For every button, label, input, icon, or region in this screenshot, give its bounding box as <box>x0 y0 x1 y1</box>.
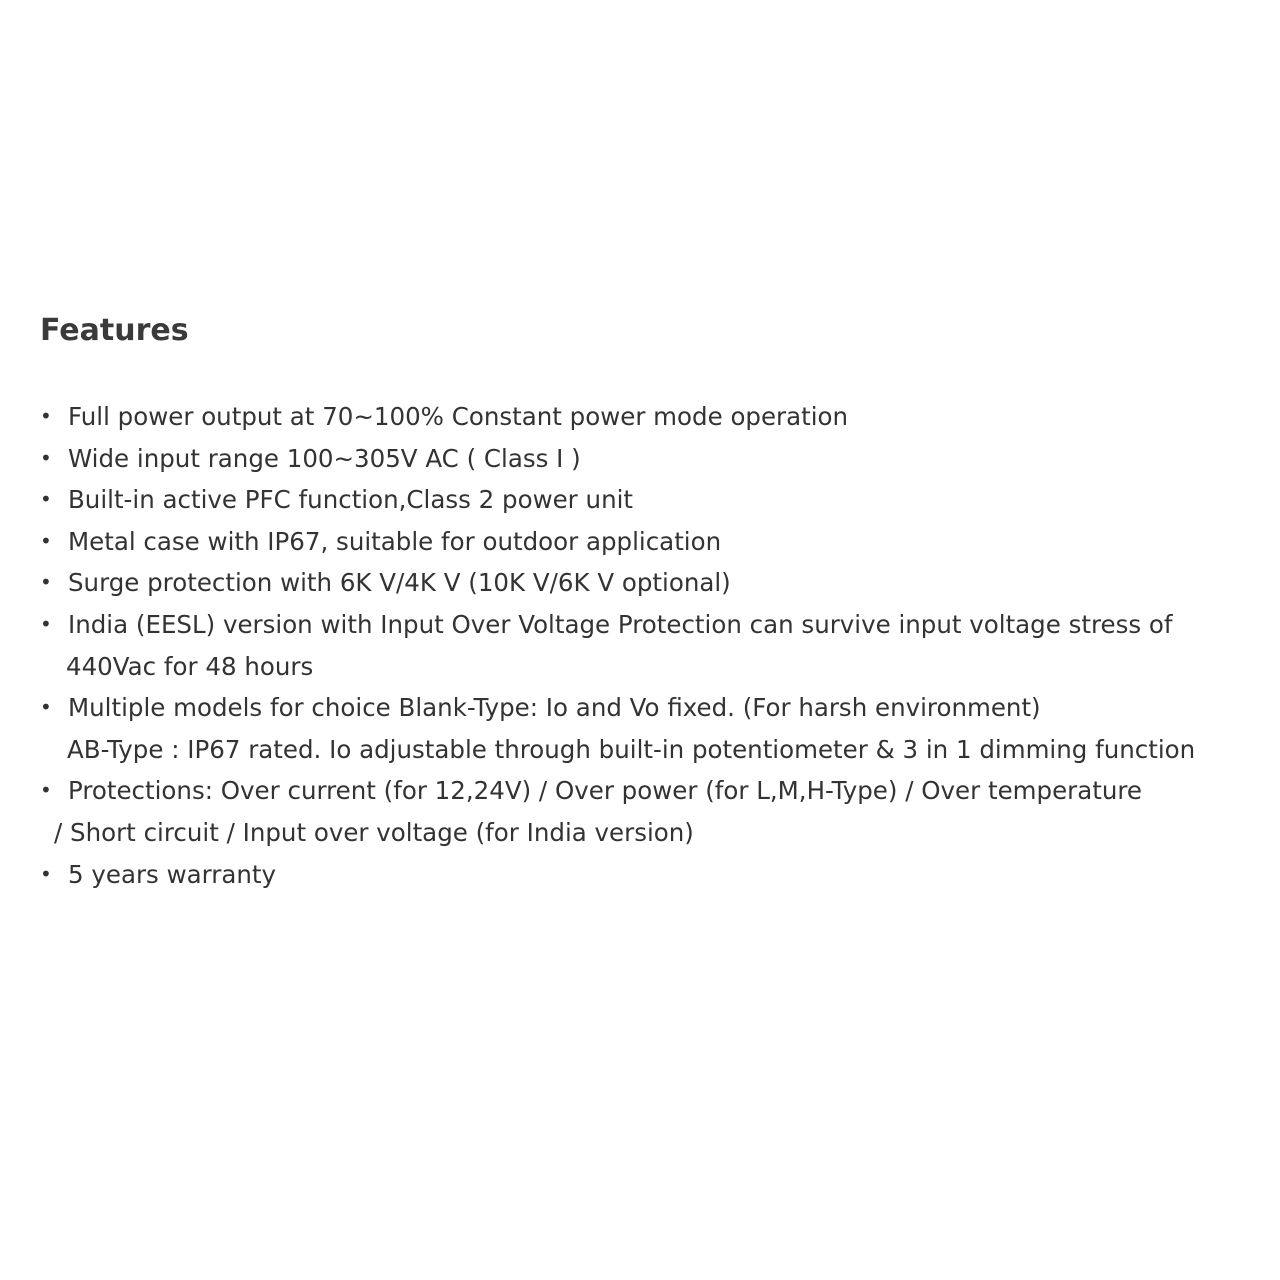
list-item <box>40 562 1260 604</box>
bullet-icon: • <box>40 487 52 512</box>
bullet-icon: • <box>40 570 52 595</box>
bullet-icon: • <box>40 611 52 636</box>
section-title: Features <box>40 313 189 348</box>
list-item-text: Protections: Over current (for 12,24V) / Over power (for L,M,H-Type) / Over temperature <box>68 776 1142 806</box>
features-section <box>40 308 1260 895</box>
bullet-icon: • <box>40 404 52 428</box>
list-item <box>40 396 1260 438</box>
list-item-text: India (EESL) version with Input Over Voltage Protection can survive input voltage stress of <box>68 609 1173 639</box>
bullet-icon: • <box>40 528 52 553</box>
list-item-text: Multiple models for choice Blank-Type: Io and Vo fixed. (For harsh environment) <box>68 693 1041 723</box>
list-item <box>40 521 1260 563</box>
list-item-text: Metal case with IP67, suitable for outdoor application <box>68 526 722 556</box>
list-item <box>40 604 1260 687</box>
bullet-icon: • <box>40 861 52 886</box>
bullet-icon: • <box>40 778 52 803</box>
list-item <box>40 687 1260 770</box>
bullet-icon: • <box>40 445 52 470</box>
list-item-continuation: AB-Type : IP67 rated. Io adjustable through built-in potentiometer & 3 in 1 dimming function <box>67 734 1196 764</box>
list-item <box>40 770 1260 853</box>
list-item-text: Surge protection with 6K V/4K V (10K V/6K V optional) <box>68 568 731 598</box>
list-item-text: Full power output at 70~100% Constant power mode operation <box>68 402 849 431</box>
list-item-text: Built-in active PFC function,Class 2 power unit <box>68 485 634 515</box>
list-item-text: 5 years warranty <box>68 859 276 889</box>
list-item-text: Wide input range 100~305V AC ( Class I ) <box>68 443 581 473</box>
bullet-icon: • <box>40 695 52 720</box>
features-list <box>40 396 1260 895</box>
list-item <box>40 438 1260 480</box>
list-item <box>40 854 1260 896</box>
list-item-continuation: / Short circuit / Input over voltage (for India version) <box>54 817 694 847</box>
list-item <box>40 479 1260 521</box>
list-item-continuation: 440Vac for 48 hours <box>66 651 314 681</box>
